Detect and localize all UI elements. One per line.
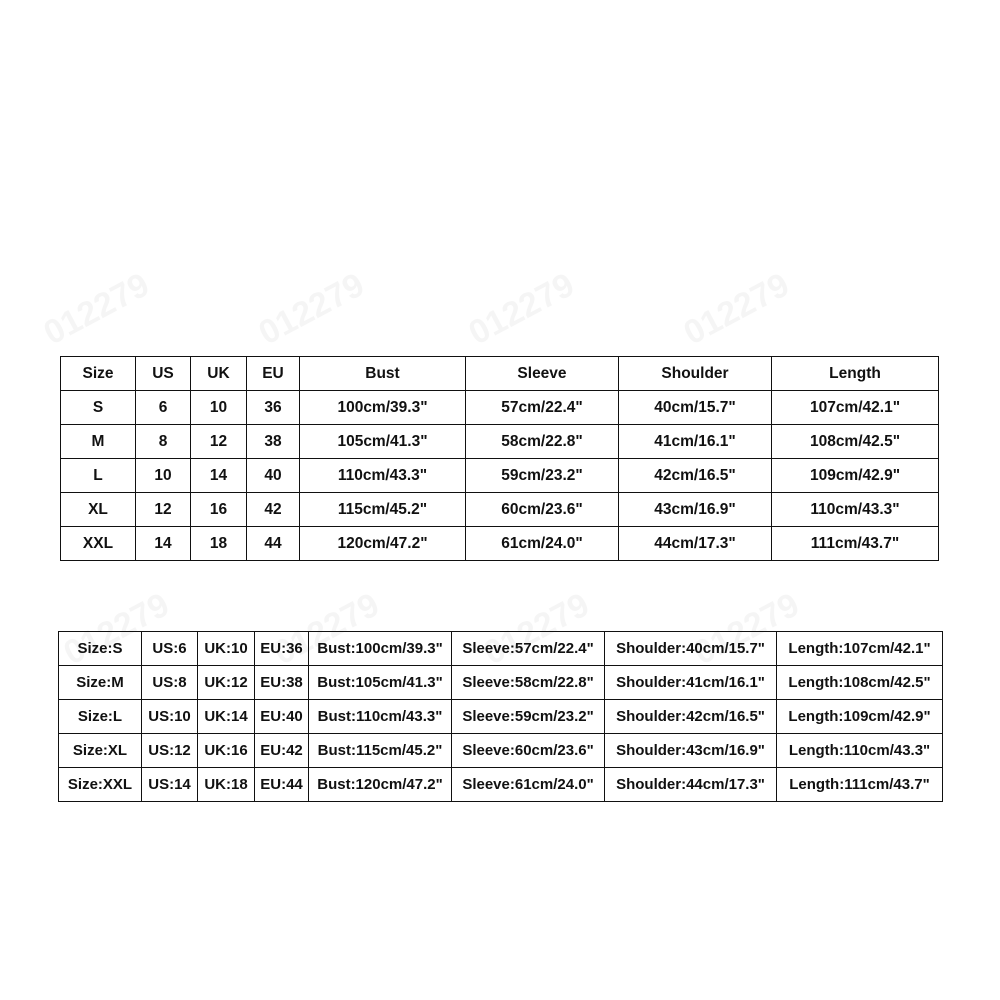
table-row (61, 493, 939, 527)
table-cell: 58cm/22.8" (466, 425, 619, 459)
table-cell: Sleeve:57cm/22.4" (452, 632, 605, 666)
table-cell: 120cm/47.2" (300, 527, 466, 561)
table-cell: 115cm/45.2" (300, 493, 466, 527)
table-cell: Bust:115cm/45.2" (309, 734, 452, 768)
table-cell: 42 (247, 493, 300, 527)
table-row (59, 700, 943, 734)
table-cell: Length:107cm/42.1" (777, 632, 943, 666)
table-cell: US:12 (142, 734, 198, 768)
table-row (61, 527, 939, 561)
table-cell: 10 (191, 391, 247, 425)
table-cell: 36 (247, 391, 300, 425)
table-row (59, 632, 943, 666)
table-cell: Shoulder:43cm/16.9" (605, 734, 777, 768)
table-row (61, 459, 939, 493)
table-cell: EU:44 (255, 768, 309, 802)
table-cell: Bust:110cm/43.3" (309, 700, 452, 734)
table-cell: 38 (247, 425, 300, 459)
table-cell: L (61, 459, 136, 493)
table-cell: Length:108cm/42.5" (777, 666, 943, 700)
header-us: US (136, 357, 191, 391)
table-cell: 107cm/42.1" (772, 391, 939, 425)
header-uk: UK (191, 357, 247, 391)
table-cell: 8 (136, 425, 191, 459)
table-cell: Size:XL (59, 734, 142, 768)
table-row (61, 425, 939, 459)
table-cell: EU:38 (255, 666, 309, 700)
header-size: Size (61, 357, 136, 391)
table-cell: Sleeve:59cm/23.2" (452, 700, 605, 734)
table-cell: 42cm/16.5" (619, 459, 772, 493)
table-cell: UK:12 (198, 666, 255, 700)
table-cell: Length:109cm/42.9" (777, 700, 943, 734)
table-cell: US:6 (142, 632, 198, 666)
watermark (37, 266, 155, 354)
table-cell: UK:10 (198, 632, 255, 666)
table-cell: Sleeve:60cm/23.6" (452, 734, 605, 768)
table-cell: 59cm/23.2" (466, 459, 619, 493)
table-cell: EU:36 (255, 632, 309, 666)
table-cell: EU:40 (255, 700, 309, 734)
table-cell: 57cm/22.4" (466, 391, 619, 425)
table-cell: 40 (247, 459, 300, 493)
table-cell: Shoulder:44cm/17.3" (605, 768, 777, 802)
table-cell: 12 (191, 425, 247, 459)
header-eu: EU (247, 357, 300, 391)
table-row (59, 734, 943, 768)
table-cell: 110cm/43.3" (300, 459, 466, 493)
table-cell: 16 (191, 493, 247, 527)
table-cell: 43cm/16.9" (619, 493, 772, 527)
table-cell: 14 (136, 527, 191, 561)
table-cell: 61cm/24.0" (466, 527, 619, 561)
table-cell: Shoulder:41cm/16.1" (605, 666, 777, 700)
table-cell: Shoulder:42cm/16.5" (605, 700, 777, 734)
table-cell: US:14 (142, 768, 198, 802)
table-cell: 110cm/43.3" (772, 493, 939, 527)
table-cell: 10 (136, 459, 191, 493)
watermark (252, 266, 370, 354)
header-bust: Bust (300, 357, 466, 391)
table-cell: 6 (136, 391, 191, 425)
watermark (677, 266, 795, 354)
table-cell: UK:14 (198, 700, 255, 734)
table-cell: Sleeve:58cm/22.8" (452, 666, 605, 700)
table-cell: XXL (61, 527, 136, 561)
size-chart-table (60, 356, 939, 561)
table-cell: 109cm/42.9" (772, 459, 939, 493)
table-cell: US:10 (142, 700, 198, 734)
header-sleeve: Sleeve (466, 357, 619, 391)
table-cell: S (61, 391, 136, 425)
table-cell: 60cm/23.6" (466, 493, 619, 527)
header-shoulder: Shoulder (619, 357, 772, 391)
table-cell: 41cm/16.1" (619, 425, 772, 459)
table-cell: 12 (136, 493, 191, 527)
table-cell: Sleeve:61cm/24.0" (452, 768, 605, 802)
table-header-row (61, 357, 939, 391)
table-cell: Bust:120cm/47.2" (309, 768, 452, 802)
table-cell: 44 (247, 527, 300, 561)
table-row (59, 666, 943, 700)
table-cell: Size:M (59, 666, 142, 700)
table-cell: 40cm/15.7" (619, 391, 772, 425)
table-cell: Bust:100cm/39.3" (309, 632, 452, 666)
table-cell: M (61, 425, 136, 459)
table-cell: Size:XXL (59, 768, 142, 802)
table-cell: Length:111cm/43.7" (777, 768, 943, 802)
table-cell: Size:S (59, 632, 142, 666)
table-cell: Shoulder:40cm/15.7" (605, 632, 777, 666)
table-cell: 105cm/41.3" (300, 425, 466, 459)
size-chart-labeled-table (58, 631, 943, 802)
table-cell: 18 (191, 527, 247, 561)
table-row (59, 768, 943, 802)
table-cell: EU:42 (255, 734, 309, 768)
table-cell: 44cm/17.3" (619, 527, 772, 561)
header-length: Length (772, 357, 939, 391)
table-cell: Size:L (59, 700, 142, 734)
table-cell: UK:16 (198, 734, 255, 768)
table-cell: 111cm/43.7" (772, 527, 939, 561)
table-cell: 108cm/42.5" (772, 425, 939, 459)
table-cell: XL (61, 493, 136, 527)
table-cell: Length:110cm/43.3" (777, 734, 943, 768)
table-cell: Bust:105cm/41.3" (309, 666, 452, 700)
watermark (462, 266, 580, 354)
table-cell: US:8 (142, 666, 198, 700)
table-cell: UK:18 (198, 768, 255, 802)
table-cell: 100cm/39.3" (300, 391, 466, 425)
table-row (61, 391, 939, 425)
table-cell: 14 (191, 459, 247, 493)
